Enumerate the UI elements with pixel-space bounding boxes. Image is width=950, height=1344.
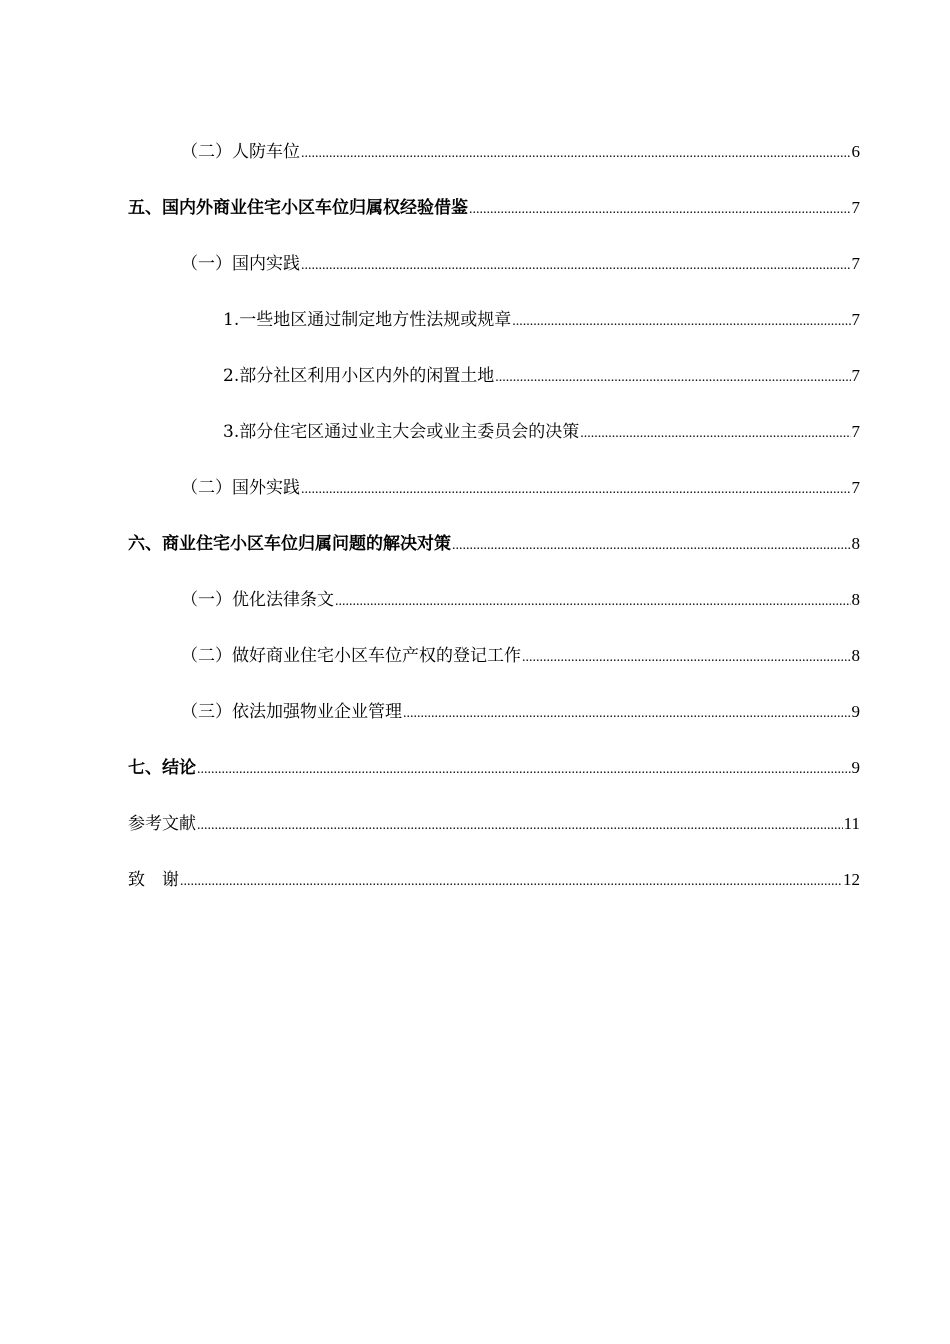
toc-leader-dots: [301, 140, 851, 168]
toc-entry-title: （一）优化法律条文: [181, 590, 334, 610]
toc-entry-title: （一）国内实践: [181, 254, 300, 274]
toc-page-number: 11: [843, 814, 860, 833]
toc-entry-title: （二）做好商业住宅小区车位产权的登记工作: [181, 646, 521, 666]
toc-entry-title: 2.部分社区利用小区内外的闲置土地: [223, 366, 495, 386]
toc-page-number: 7: [851, 366, 860, 385]
toc-page-number: 7: [851, 198, 860, 217]
toc-leader-dots: [403, 700, 851, 728]
toc-leader-dots: [301, 252, 851, 280]
toc-leader-dots: [180, 868, 842, 896]
toc-entry-title: 五、国内外商业住宅小区车位归属权经验借鉴: [128, 198, 468, 218]
toc-page-number: 7: [851, 422, 860, 441]
toc-leader-dots: [512, 308, 850, 336]
toc-page-number: 9: [851, 702, 860, 721]
toc-entry[interactable]: [128, 698, 860, 754]
toc-entry-title: 1.一些地区通过制定地方性法规或规章: [223, 310, 512, 330]
toc-page-number: 12: [843, 870, 860, 889]
toc-entry[interactable]: [128, 754, 860, 810]
toc-entry-title: 七、结论: [128, 758, 196, 778]
toc-entry[interactable]: [128, 810, 860, 866]
toc-entry[interactable]: [128, 474, 860, 530]
toc-page-number: 7: [851, 478, 860, 497]
toc-page-number: 7: [851, 254, 860, 273]
toc-leader-dots: [580, 420, 850, 448]
toc-entry-title: 参考文献: [128, 814, 196, 834]
toc-leader-dots: [197, 812, 843, 840]
toc-entry-title: （二）国外实践: [181, 478, 300, 498]
toc-leader-dots: [197, 756, 851, 784]
toc-leader-dots: [452, 532, 851, 560]
toc-page-number: 8: [851, 646, 860, 665]
toc-entry[interactable]: [128, 194, 860, 250]
toc-entry-title: 致 谢: [128, 870, 179, 890]
toc-leader-dots: [522, 644, 851, 672]
toc-entry-title: 六、商业住宅小区车位归属问题的解决对策: [128, 534, 451, 554]
toc-entry-title: （二）人防车位: [181, 142, 300, 162]
toc-entry[interactable]: [128, 866, 860, 922]
toc-leader-dots: [301, 476, 851, 504]
toc-entry[interactable]: [128, 530, 860, 586]
toc-leader-dots: [469, 196, 851, 224]
toc-entry[interactable]: [128, 138, 860, 194]
toc-page-number: 6: [851, 142, 860, 161]
toc-entry[interactable]: [128, 642, 860, 698]
toc-entry[interactable]: [128, 418, 860, 474]
toc-leader-dots: [495, 364, 850, 392]
toc-leader-dots: [335, 588, 851, 616]
toc-entry-title: 3.部分住宅区通过业主大会或业主委员会的决策: [223, 422, 580, 442]
toc-page-number: 8: [851, 590, 860, 609]
toc-page-number: 7: [851, 310, 860, 329]
toc-entry-title: （三）依法加强物业企业管理: [181, 702, 402, 722]
toc-entry[interactable]: [128, 362, 860, 418]
toc-page-number: 9: [851, 758, 860, 777]
toc-entry[interactable]: [128, 250, 860, 306]
toc-entry[interactable]: [128, 306, 860, 362]
toc-entry[interactable]: [128, 586, 860, 642]
toc-page-number: 8: [851, 534, 860, 553]
table-of-contents: [128, 138, 860, 922]
